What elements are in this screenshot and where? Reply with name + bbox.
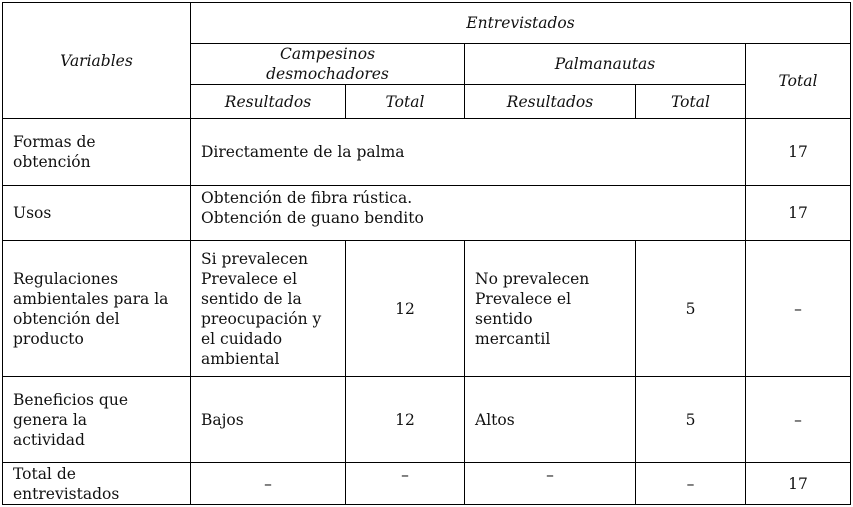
campesinos-resultado-cell: – bbox=[191, 463, 346, 505]
palmanautas-total-cell: 5 bbox=[636, 377, 746, 463]
total-cell: – bbox=[746, 377, 851, 463]
header-total-palmanautas: Total bbox=[636, 85, 746, 119]
table-row bbox=[3, 119, 851, 186]
resultado-cell bbox=[191, 186, 746, 241]
total-cell: 17 bbox=[746, 186, 851, 241]
variable-cell: Beneficios que genera la actividad bbox=[3, 377, 191, 463]
header-entrevistados: Entrevistados bbox=[191, 3, 851, 44]
table-row bbox=[3, 241, 851, 377]
campesinos-resultado-cell: Si prevalecen Prevalece el sentido de la preocupación y el cuidado ambiental bbox=[191, 241, 346, 377]
palmanautas-resultado-cell: No prevalecen Prevalece el sentido mercantil bbox=[465, 241, 636, 377]
palmanautas-total-cell: – bbox=[636, 463, 746, 505]
palmanautas-total-cell: 5 bbox=[636, 241, 746, 377]
variable-cell: Formas de obtención bbox=[3, 119, 191, 186]
resultado-cell: Directamente de la palma bbox=[191, 119, 746, 186]
table-row bbox=[3, 186, 851, 241]
header-total: Total bbox=[746, 44, 851, 119]
table-row bbox=[3, 463, 851, 505]
resultado-line: Obtención de fibra rústica. bbox=[201, 189, 413, 207]
variable-cell: Usos bbox=[3, 186, 191, 241]
variable-cell: Total de entrevistados bbox=[3, 463, 191, 505]
header-palmanautas: Palmanautas bbox=[465, 44, 746, 85]
campesinos-total-cell: 12 bbox=[346, 241, 465, 377]
total-cell: 17 bbox=[746, 463, 851, 505]
header-campesinos: Campesinos desmochadores bbox=[191, 44, 465, 85]
header-variables: Variables bbox=[3, 3, 191, 119]
resultado-line: Obtención de guano bendito bbox=[201, 209, 424, 227]
header-resultados-palmanautas: Resultados bbox=[465, 85, 636, 119]
header-total-campesinos: Total bbox=[346, 85, 465, 119]
results-table bbox=[2, 2, 851, 505]
table-row bbox=[3, 377, 851, 463]
campesinos-total-cell: – bbox=[346, 463, 465, 505]
variable-cell: Regulaciones ambientales para la obtención del producto bbox=[3, 241, 191, 377]
table-container bbox=[2, 2, 851, 505]
total-cell: 17 bbox=[746, 119, 851, 186]
header-row-1 bbox=[3, 3, 851, 44]
palmanautas-resultado-cell: Altos bbox=[465, 377, 636, 463]
campesinos-resultado-cell: Bajos bbox=[191, 377, 346, 463]
header-resultados-campesinos: Resultados bbox=[191, 85, 346, 119]
campesinos-total-cell: 12 bbox=[346, 377, 465, 463]
palmanautas-resultado-cell: – bbox=[465, 463, 636, 505]
total-cell: – bbox=[746, 241, 851, 377]
